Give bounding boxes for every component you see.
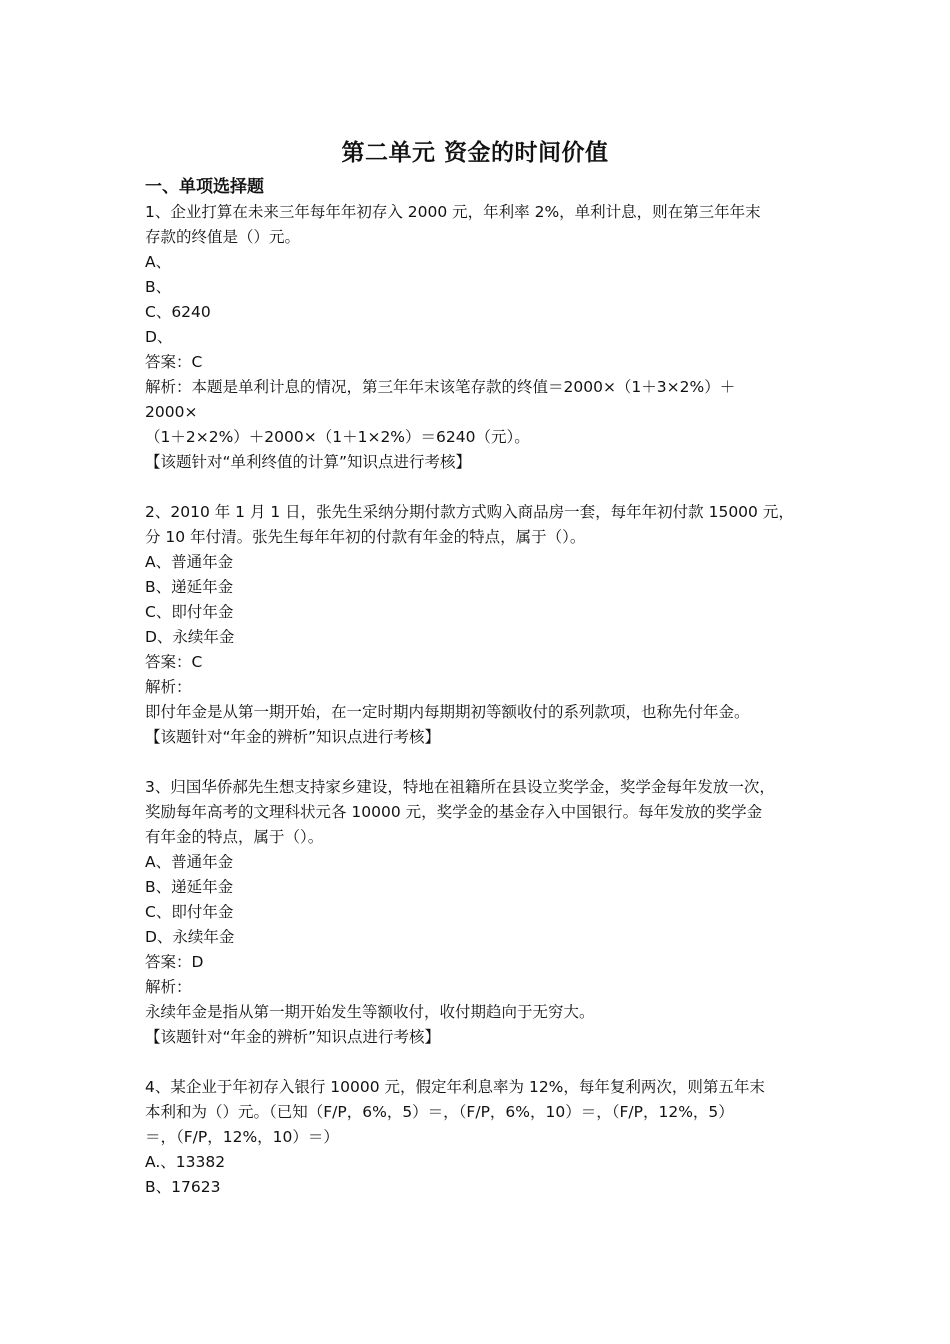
option-c: C、6240 bbox=[145, 303, 211, 321]
question-1 bbox=[145, 200, 825, 475]
option-a: A、 bbox=[145, 253, 172, 271]
blank-line bbox=[145, 1050, 825, 1075]
knowledge-note: 【该题针对“单利终值的计算”知识点进行考核】 bbox=[145, 453, 472, 471]
question-4 bbox=[145, 1075, 825, 1200]
analysis-line: 永续年金是指从第一期开始发生等额收付，收付期趋向于无穷大。 bbox=[145, 1003, 595, 1021]
answer: 答案：D bbox=[145, 953, 204, 971]
question-stem-line: 1、企业打算在未来三年每年年初存入 2000 元，年利率 2%，单利计息，则在第三年年末 bbox=[145, 203, 761, 221]
question-stem-line: 2、2010 年 1 月 1 日，张先生采纳分期付款方式购入商品房一套，每年年初付款 15000 元， bbox=[145, 503, 794, 521]
document-body bbox=[145, 174, 825, 1200]
knowledge-note: 【该题针对“年金的辨析”知识点进行考核】 bbox=[145, 1028, 441, 1046]
option-d: D、 bbox=[145, 328, 173, 346]
question-3 bbox=[145, 775, 825, 1050]
analysis-line: 解析： bbox=[145, 678, 192, 696]
option-b: B、递延年金 bbox=[145, 578, 234, 596]
question-stem-line: ＝，（F/P，12%，10）＝） bbox=[145, 1128, 339, 1146]
option-b: B、递延年金 bbox=[145, 878, 234, 896]
option-d: D、永续年金 bbox=[145, 928, 235, 946]
blank-line bbox=[145, 475, 825, 500]
analysis-line: 解析：本题是单利计息的情况，第三年年末该笔存款的终值＝2000×（1＋3×2%）＋ bbox=[145, 378, 736, 396]
knowledge-note: 【该题针对“年金的辨析”知识点进行考核】 bbox=[145, 728, 441, 746]
question-stem-line: 4、某企业于年初存入银行 10000 元，假定年利息率为 12%，每年复利两次，则第五年末 bbox=[145, 1078, 765, 1096]
option-b: B、 bbox=[145, 278, 172, 296]
option-b: B、17623 bbox=[145, 1178, 221, 1196]
section-heading: 一、单项选择题 bbox=[145, 177, 264, 197]
option-a: A.、13382 bbox=[145, 1153, 226, 1171]
option-d: D、永续年金 bbox=[145, 628, 235, 646]
question-stem-line: 本利和为（）元。（已知（F/P，6%，5）＝，（F/P，6%，10）＝，（F/P，12%，5） bbox=[145, 1103, 734, 1121]
question-stem-line: 存款的终值是（）元。 bbox=[145, 228, 301, 246]
option-c: C、即付年金 bbox=[145, 903, 234, 921]
question-stem-line: 3、归国华侨郝先生想支持家乡建设，特地在祖籍所在县设立奖学金，奖学金每年发放一次， bbox=[145, 778, 775, 796]
analysis-line: 解析： bbox=[145, 978, 192, 996]
question-stem-line: 有年金的特点，属于（）。 bbox=[145, 828, 324, 846]
analysis-line: 2000× bbox=[145, 403, 198, 421]
analysis-line: （1＋2×2%）＋2000×（1＋1×2%）＝6240（元）。 bbox=[145, 428, 530, 446]
question-2 bbox=[145, 500, 825, 750]
option-c: C、即付年金 bbox=[145, 603, 234, 621]
page-title: 第二单元 资金的时间价值 bbox=[341, 140, 609, 166]
answer: 答案：C bbox=[145, 653, 203, 671]
answer: 答案：C bbox=[145, 353, 203, 371]
analysis-line: 即付年金是从第一期开始，在一定时期内每期期初等额收付的系列款项，也称先付年金。 bbox=[145, 703, 750, 721]
option-a: A、普通年金 bbox=[145, 553, 234, 571]
option-a: A、普通年金 bbox=[145, 853, 234, 871]
question-stem-line: 分 10 年付清。张先生每年年初的付款有年金的特点，属于（）。 bbox=[145, 528, 586, 546]
question-stem-line: 奖励每年高考的文理科状元各 10000 元，奖学金的基金存入中国银行。每年发放的奖学金 bbox=[145, 803, 763, 821]
blank-line bbox=[145, 750, 825, 775]
